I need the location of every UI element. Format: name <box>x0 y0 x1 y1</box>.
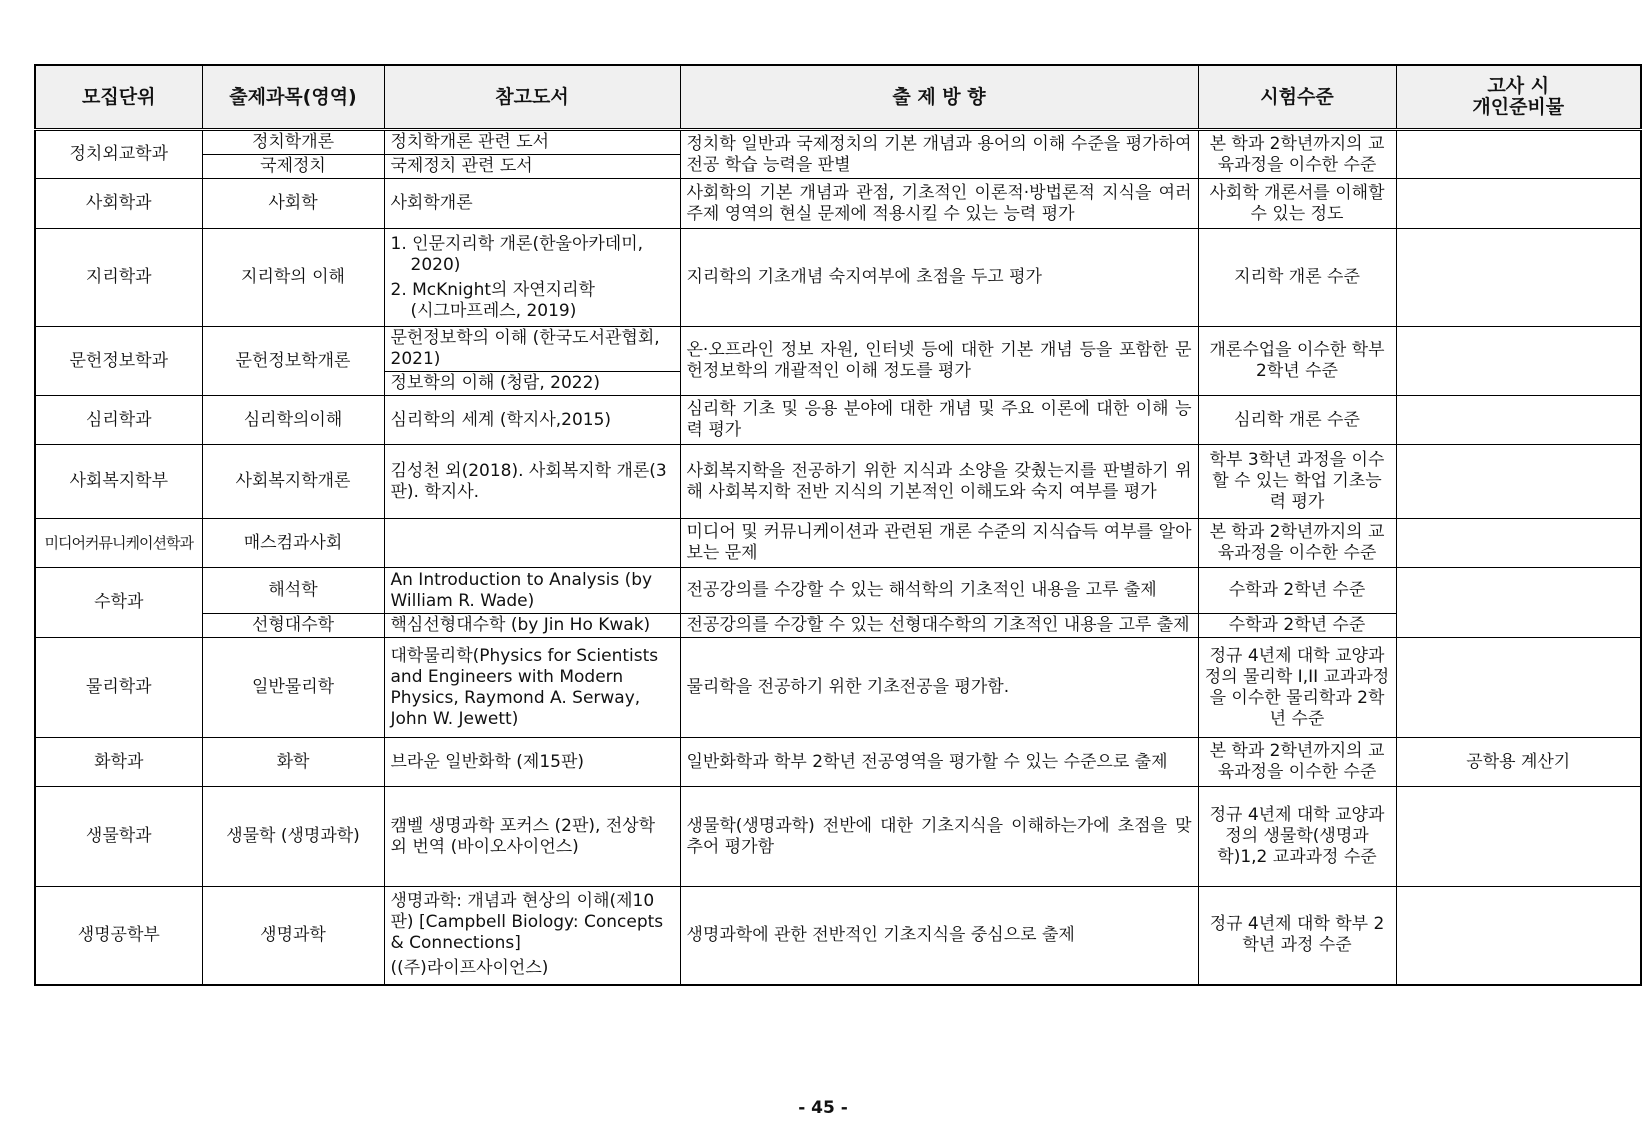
exam-table <box>34 64 1642 986</box>
book-cell <box>384 519 680 568</box>
header-prep-line2: 개인준비물 <box>1472 96 1565 118</box>
book-line: (시그마프레스, 2019) <box>410 300 577 321</box>
level-cell: 정규 4년제 대학 교양과정의 물리학 I,II 교과과정을 이수한 물리학과 2학년 수준 <box>1198 638 1396 738</box>
page-number: - 45 - <box>798 1098 848 1118</box>
table-row <box>35 887 1641 985</box>
prep-cell: 공학용 계산기 <box>1396 738 1641 787</box>
level-cell: 심리학 개론 수준 <box>1198 396 1396 445</box>
book-line: 2020) <box>410 254 461 275</box>
table-row <box>35 787 1641 887</box>
direction-cell: 생물학(생명과학) 전반에 대한 기초지식을 이해하는가에 초점을 맞추어 평가함 <box>680 787 1198 887</box>
direction-cell: 사회복지학을 전공하기 위한 지식과 소양을 갖췄는지를 판별하기 위해 사회복지학 전반 지식의 기본적인 이해도와 숙지 여부를 평가 <box>680 445 1198 519</box>
header-unit: 모집단위 <box>35 65 202 130</box>
table-row <box>35 179 1641 229</box>
header-prep-line1: 고사 시 <box>1487 75 1550 97</box>
header-row <box>35 65 1641 130</box>
subject-cell: 선형대수학 <box>202 614 384 638</box>
level-cell: 사회학 개론서를 이해할 수 있는 정도 <box>1198 179 1396 229</box>
unit-cell: 지리학과 <box>35 229 202 327</box>
level-cell: 개론수업을 이수한 학부 2학년 수준 <box>1198 327 1396 396</box>
prep-cell <box>1396 519 1641 568</box>
level-cell: 수학과 2학년 수준 <box>1198 614 1396 638</box>
subject-cell: 해석학 <box>202 568 384 614</box>
book-cell: 김성천 외(2018). 사회복지학 개론(3판). 학지사. <box>384 445 680 519</box>
subject-cell: 지리학의 이해 <box>202 229 384 327</box>
header-level: 시험수준 <box>1198 65 1396 130</box>
header-direction: 출 제 방 향 <box>680 65 1198 130</box>
prep-cell <box>1396 887 1641 985</box>
prep-cell <box>1396 568 1641 638</box>
book-cell: 핵심선형대수학 (by Jin Ho Kwak) <box>384 614 680 638</box>
direction-cell: 심리학 기초 및 응용 분야에 대한 개념 및 주요 이론에 대한 이해 능력 평가 <box>680 396 1198 445</box>
header-subject: 출제과목(영역) <box>202 65 384 130</box>
unit-cell: 생명공학부 <box>35 887 202 985</box>
unit-cell: 심리학과 <box>35 396 202 445</box>
book-line: 생명과학: 개념과 현상의 이해(제10판) [Campbell Biology: Concepts & Connections] <box>390 891 664 954</box>
unit-cell: 정치외교학과 <box>35 130 202 179</box>
book-cell: 사회학개론 <box>384 179 680 229</box>
unit-cell: 사회학과 <box>35 179 202 229</box>
prep-cell <box>1396 327 1641 396</box>
header-books: 참고도서 <box>384 65 680 130</box>
table-row <box>35 519 1641 568</box>
direction-cell: 전공강의를 수강할 수 있는 선형대수학의 기초적인 내용을 고루 출제 <box>680 614 1198 638</box>
level-cell: 본 학과 2학년까지의 교육과정을 이수한 수준 <box>1198 130 1396 179</box>
subject-cell: 사회학 <box>202 179 384 229</box>
subject-cell: 사회복지학개론 <box>202 445 384 519</box>
table-row <box>35 738 1641 787</box>
book-cell <box>384 887 680 985</box>
prep-cell <box>1396 787 1641 887</box>
level-cell: 정규 4년제 대학 교양과정의 생물학(생명과학)1,2 교과과정 수준 <box>1198 787 1396 887</box>
book-cell: 브라운 일반화학 (제15판) <box>384 738 680 787</box>
level-cell: 정규 4년제 대학 학부 2학년 과정 수준 <box>1198 887 1396 985</box>
table-row <box>35 568 1641 614</box>
prep-cell <box>1396 638 1641 738</box>
level-cell: 본 학과 2학년까지의 교육과정을 이수한 수준 <box>1198 519 1396 568</box>
table-row <box>35 445 1641 519</box>
subject-cell: 국제정치 <box>202 155 384 179</box>
header-prep <box>1396 65 1641 130</box>
book-cell: 정치학개론 관련 도서 <box>384 130 680 155</box>
book-cell: 국제정치 관련 도서 <box>384 155 680 179</box>
table-row <box>35 229 1641 327</box>
direction-cell: 정치학 일반과 국제정치의 기본 개념과 용어의 이해 수준을 평가하여 전공 학습 능력을 판별 <box>680 130 1198 179</box>
subject-cell: 정치학개론 <box>202 130 384 155</box>
subject-cell: 심리학의이해 <box>202 396 384 445</box>
prep-cell <box>1396 445 1641 519</box>
subject-cell: 문헌정보학개론 <box>202 327 384 396</box>
prep-cell <box>1396 396 1641 445</box>
book-line: ((주)라이프사이언스) <box>390 958 549 979</box>
prep-cell <box>1396 130 1641 179</box>
book-line: 1. 인문지리학 개론(한울아카데미, <box>390 233 644 254</box>
prep-cell <box>1396 179 1641 229</box>
subject-cell: 일반물리학 <box>202 638 384 738</box>
unit-cell: 문헌정보학과 <box>35 327 202 396</box>
direction-cell: 생명과학에 관한 전반적인 기초지식을 중심으로 출제 <box>680 887 1198 985</box>
table-row <box>35 396 1641 445</box>
book-cell: 심리학의 세계 (학지사,2015) <box>384 396 680 445</box>
table-row <box>35 130 1641 155</box>
book-cell: An Introduction to Analysis (by William R. Wade) <box>384 568 680 614</box>
prep-cell <box>1396 229 1641 327</box>
book-cell: 대학물리학(Physics for Scientists and Engineers with Modern Physics, Raymond A. Serway, John W. Jewett) <box>384 638 680 738</box>
level-cell: 본 학과 2학년까지의 교육과정을 이수한 수준 <box>1198 738 1396 787</box>
direction-cell: 미디어 및 커뮤니케이션과 관련된 개론 수준의 지식습득 여부를 알아보는 문제 <box>680 519 1198 568</box>
unit-cell: 사회복지학부 <box>35 445 202 519</box>
book-line: 2. McKnight의 자연지리학 <box>390 279 595 300</box>
subject-cell: 생물학 (생명과학) <box>202 787 384 887</box>
unit-cell: 물리학과 <box>35 638 202 738</box>
table-row <box>35 327 1641 372</box>
level-cell: 학부 3학년 과정을 이수할 수 있는 학업 기초능력 평가 <box>1198 445 1396 519</box>
book-cell: 문헌정보학의 이해 (한국도서관협회, 2021) <box>384 327 680 372</box>
subject-cell: 화학 <box>202 738 384 787</box>
level-cell: 수학과 2학년 수준 <box>1198 568 1396 614</box>
table-row <box>35 638 1641 738</box>
direction-cell: 물리학을 전공하기 위한 기초전공을 평가함. <box>680 638 1198 738</box>
direction-cell: 온·오프라인 정보 자원, 인터넷 등에 대한 기본 개념 등을 포함한 문헌정보학의 개괄적인 이해 정도를 평가 <box>680 327 1198 396</box>
book-cell: 캠벨 생명과학 포커스 (2판), 전상학 외 번역 (바이오사이언스) <box>384 787 680 887</box>
direction-cell: 전공강의를 수강할 수 있는 해석학의 기초적인 내용을 고루 출제 <box>680 568 1198 614</box>
book-cell: 정보학의 이해 (청람, 2022) <box>384 372 680 396</box>
direction-cell: 지리학의 기초개념 숙지여부에 초점을 두고 평가 <box>680 229 1198 327</box>
direction-cell: 일반화학과 학부 2학년 전공영역을 평가할 수 있는 수준으로 출제 <box>680 738 1198 787</box>
book-cell <box>384 229 680 327</box>
direction-cell: 사회학의 기본 개념과 관점, 기초적인 이론적·방법론적 지식을 여러 주제 영역의 현실 문제에 적용시킬 수 있는 능력 평가 <box>680 179 1198 229</box>
unit-cell: 생물학과 <box>35 787 202 887</box>
level-cell: 지리학 개론 수준 <box>1198 229 1396 327</box>
unit-cell: 화학과 <box>35 738 202 787</box>
unit-cell: 수학과 <box>35 568 202 638</box>
subject-cell: 매스컴과사회 <box>202 519 384 568</box>
subject-cell: 생명과학 <box>202 887 384 985</box>
unit-cell: 미디어커뮤니케이션학과 <box>35 519 202 568</box>
